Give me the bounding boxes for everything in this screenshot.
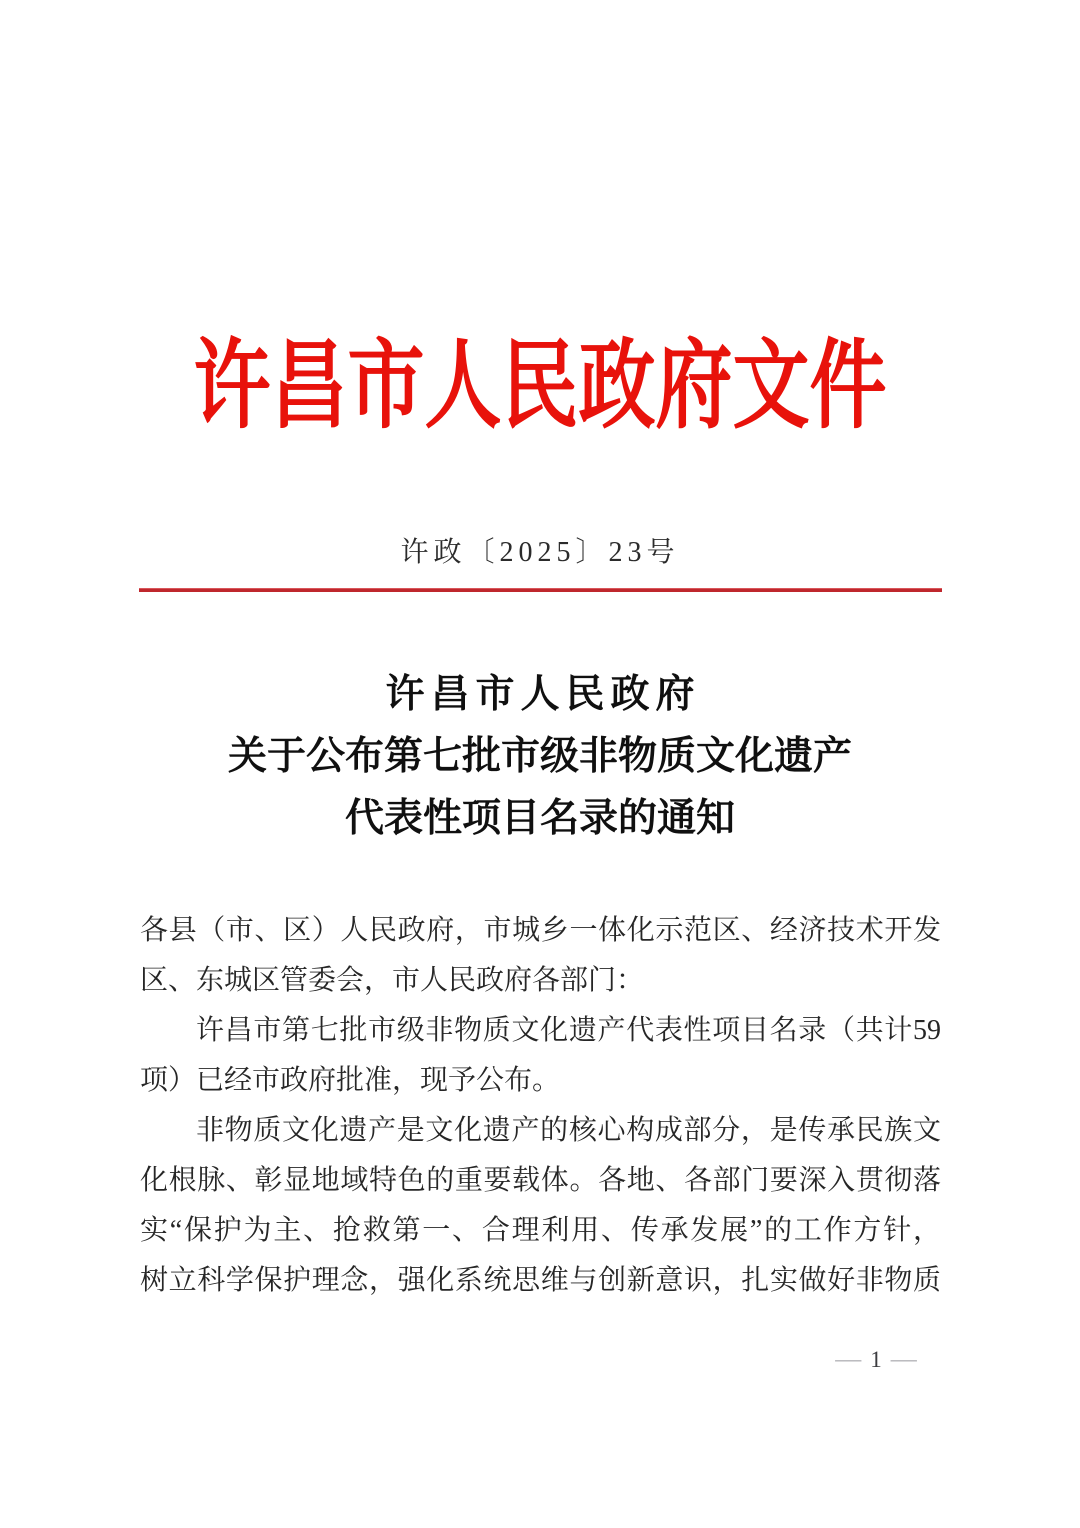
body-line: 项）已经市政府批准，现予公布。 [140,1065,561,1096]
page-number-right-dash: — [890,1344,917,1373]
body-line: 树立科学保护理念，强化系统思维与创新意识，扎实做好非物质 [140,1265,941,1296]
document-title-line-notice: 代表性项目名录的通知 [344,797,735,840]
body-line: 区、东城区管委会，市人民政府各部门： [140,965,645,996]
document-title-line-subject: 关于公布第七批市级非物质文化遗产 [227,735,852,778]
document-title-block [0,664,1080,850]
body-line: 各县（市、区）人民政府，市城乡一体化示范区、经济技术开发 [140,915,941,946]
red-separator-rule [139,588,942,592]
body-line: 许昌市第七批市级非物质文化遗产代表性项目名录（共计59 [196,1015,941,1046]
masthead-title-text: 许昌市人民政府文件 [193,331,887,441]
page-number [826,1344,926,1374]
body-line: 实“保护为主、抢救第一、合理利用、传承发展”的工作方针， [140,1215,941,1246]
body-line: 化根脉、彰显地域特色的重要载体。各地、各部门要深入贯彻落 [140,1165,941,1196]
body-line: 非物质文化遗产是文化遗产的核心构成部分，是传承民族文 [196,1115,941,1146]
document-reference-number: 许政〔2025〕23号 [400,537,680,568]
body-text [140,906,941,1306]
document-masthead [0,331,1080,441]
page-number-left-dash: — [835,1344,862,1373]
document-title-line-issuer: 许昌市人民政府 [385,673,701,716]
page-number-value: 1 [870,1346,882,1372]
